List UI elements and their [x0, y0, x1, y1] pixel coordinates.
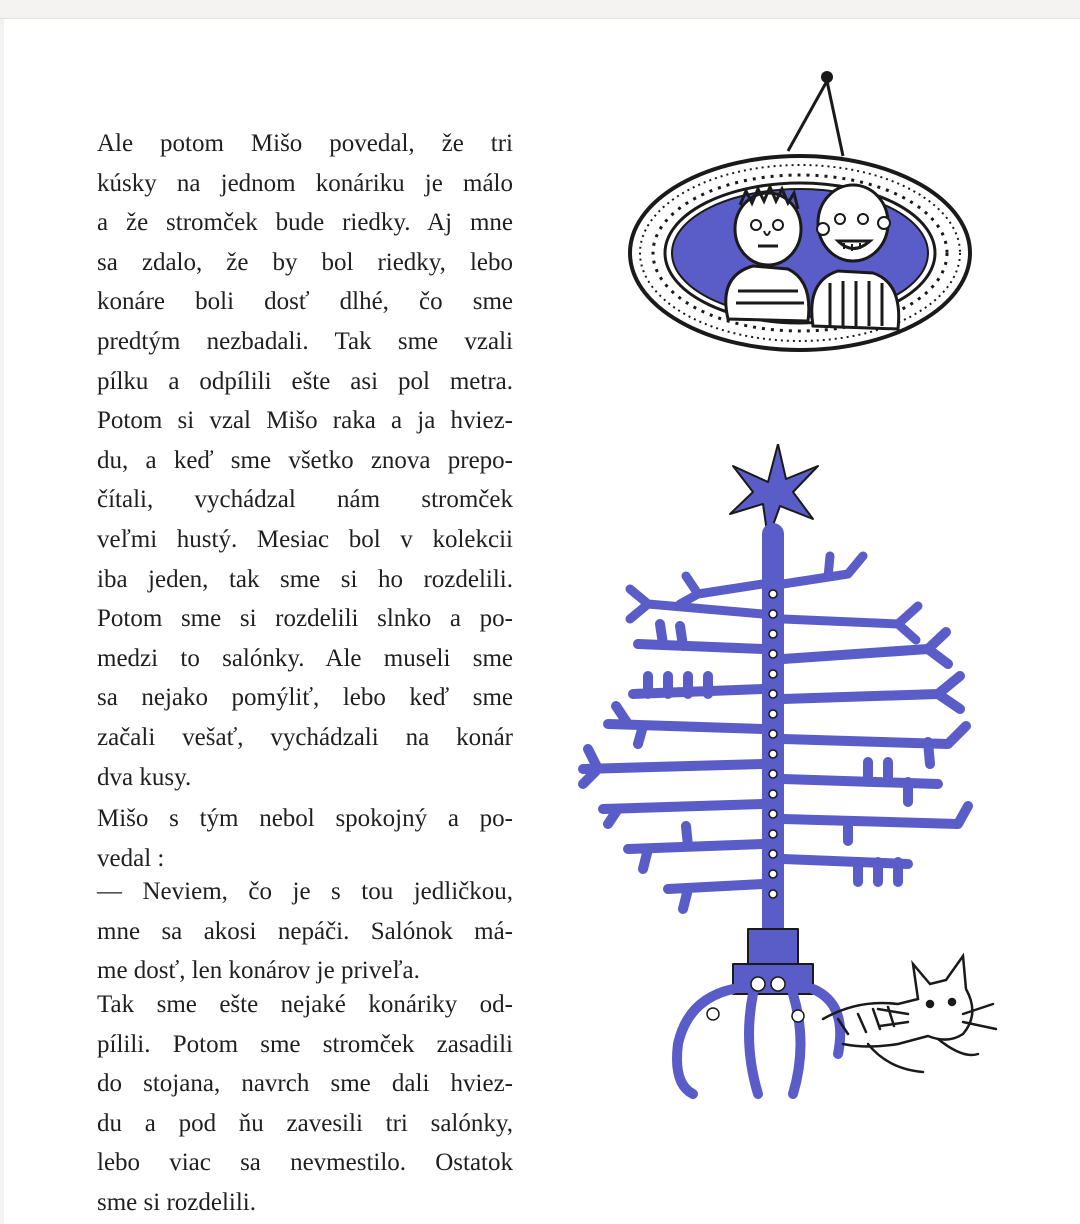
- text-line: do stojana, navrch sme dali hviez-: [97, 1070, 513, 1098]
- text-line: Potom sme si rozdelili slnko a po-: [97, 605, 513, 633]
- text-line: vedal :: [97, 844, 165, 872]
- story-text: [97, 127, 513, 1220]
- text-line: me dosť, len konárov je priveľa.: [97, 957, 420, 985]
- text-line: sme si rozdelili.: [97, 1189, 256, 1217]
- text-line: pílili. Potom sme stromček zasadili: [97, 1030, 513, 1058]
- christmas-tree-with-cat-icon: [568, 444, 1008, 1104]
- text-line: sa nejako pomýliť, lebo keď sme: [97, 684, 513, 712]
- paragraph-1: [97, 127, 513, 794]
- text-line: začali vešať, vychádzali na konár: [97, 723, 513, 751]
- text-line: Ale potom Mišo povedal, že tri: [97, 130, 513, 157]
- text-line: predtým nezbadali. Tak sme vzali: [97, 327, 513, 355]
- top-bar: [0, 0, 1080, 19]
- text-line: pílku a odpílili ešte asi pol metra.: [97, 367, 513, 395]
- text-line: a že stromček bude riedky. Aj mne: [97, 209, 513, 237]
- framed-portrait-two-boys-icon: [568, 71, 1008, 376]
- text-line: veľmi hustý. Mesiac bol v kolekcii: [97, 525, 513, 553]
- text-line: konáre boli dosť dlhé, čo sme: [97, 288, 513, 316]
- text-line: kúsky na jednom konáriku je málo: [97, 169, 513, 197]
- paragraph-3: [97, 875, 513, 988]
- text-line: — Neviem, čo je s tou jedličkou,: [97, 878, 513, 906]
- text-line: mne sa akosi nepáči. Salónok má-: [97, 917, 513, 945]
- text-line: Potom si vzal Mišo raka a ja hviez-: [97, 407, 513, 435]
- text-line: Tak sme ešte nejaké konáriky od-: [97, 991, 513, 1019]
- text-line: medzi to salónky. Ale museli sme: [97, 644, 513, 672]
- text-line: du, a keď sme všetko znova prepo-: [97, 446, 513, 474]
- text-line: sa zdalo, že by bol riedky, lebo: [97, 248, 513, 276]
- text-line: Mišo s tým nebol spokojný a po-: [97, 805, 513, 833]
- book-page: [4, 19, 1080, 1224]
- paragraph-2: [97, 802, 513, 875]
- text-line: lebo viac sa nevmestilo. Ostatok: [97, 1149, 513, 1177]
- text-line: iba jeden, tak sme si ho rozdelili.: [97, 565, 513, 593]
- text-line: du a pod ňu zavesili tri salónky,: [97, 1109, 513, 1137]
- text-line: dva kusy.: [97, 763, 192, 791]
- text-line: čítali, vychádzal nám stromček: [97, 486, 513, 514]
- paragraph-4: [97, 988, 513, 1220]
